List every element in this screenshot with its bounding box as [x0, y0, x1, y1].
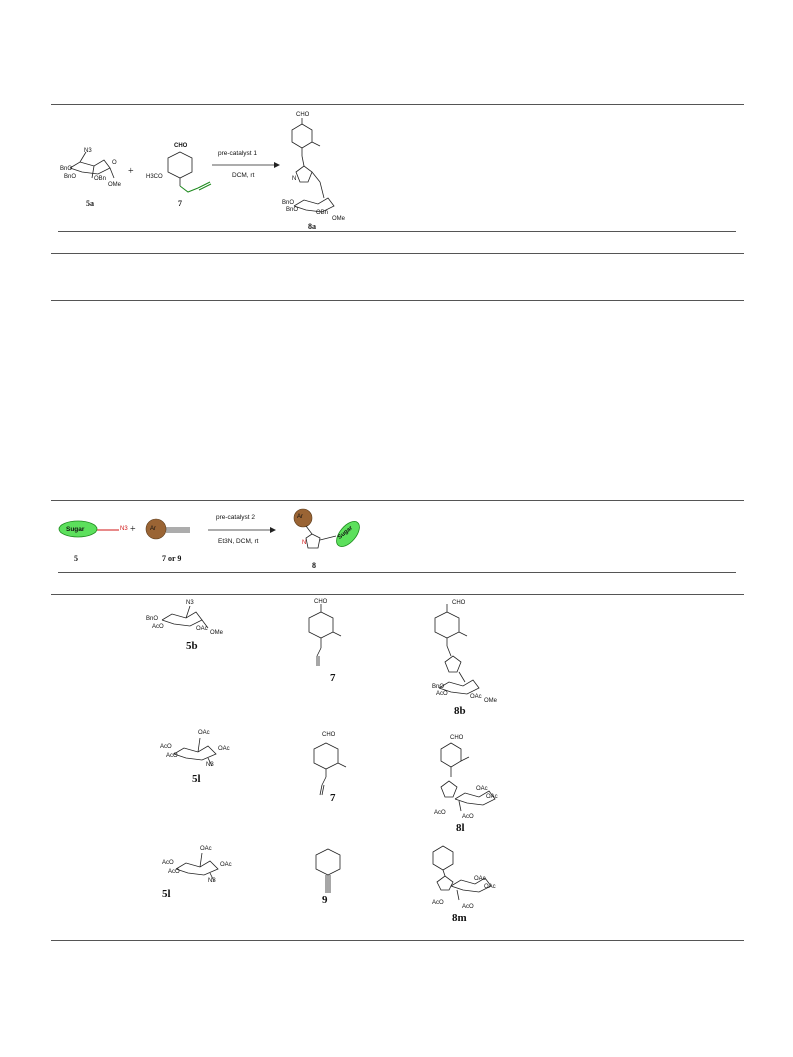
- compound-7-structure: [160, 148, 220, 198]
- azide-bond: [97, 528, 121, 532]
- label-bno-2: BnO: [64, 174, 77, 180]
- azide-label-aco: AcO: [152, 624, 164, 630]
- compound-5a-label: 5a: [86, 199, 94, 208]
- product-8l-structure: [425, 735, 515, 820]
- azide-label-ome: OMe: [210, 630, 224, 636]
- product-label-oac-l1: OAc: [476, 786, 488, 792]
- label-obn: OBn: [94, 176, 107, 182]
- label-p-ome: OMe: [332, 216, 346, 222]
- product-label-oac: OAc: [470, 694, 482, 700]
- alkyne-7-label-b: 7: [330, 792, 336, 804]
- alkyne-label-cho-b: CHO: [322, 732, 336, 738]
- rule-top: [51, 104, 744, 105]
- azide-label-n3-2: N3: [206, 762, 214, 768]
- alkyne-7-structure-b: [310, 733, 360, 798]
- azide-n3: N3: [120, 526, 128, 532]
- alkyne-9-label: 9: [322, 894, 328, 906]
- alkyne-7-label-a: 7: [330, 672, 336, 684]
- azide-label-oac: OAc: [196, 626, 208, 632]
- rule-table-head: [51, 594, 744, 595]
- label-p-obn: OBn: [316, 210, 329, 216]
- product-8l-label: 8l: [456, 822, 465, 834]
- product-sugar-label: Sugar: [337, 525, 354, 541]
- alkyne-7-structure-a: [305, 600, 355, 675]
- sugar-label: Sugar: [66, 526, 85, 533]
- azide-label-oac-top-b: OAc: [200, 846, 212, 852]
- product-label-aco-l2: AcO: [462, 814, 474, 820]
- label-bno-1: BnO: [60, 166, 73, 172]
- product-8b-label: 8b: [454, 705, 466, 717]
- label-p-bno-1: BnO: [282, 200, 295, 206]
- azide-label-n3-b: N3: [208, 878, 216, 884]
- label-p-bno-2: BnO: [286, 207, 299, 213]
- rule-table-bottom: [51, 940, 744, 941]
- azide-label-oac-right: OAc: [218, 746, 230, 752]
- product-label-cho: CHO: [452, 600, 466, 606]
- product-label-ome: OMe: [484, 698, 498, 704]
- product-label-aco-m1: AcO: [432, 900, 444, 906]
- label-8: 8: [312, 561, 316, 570]
- reaction-arrow-2: [208, 525, 278, 535]
- label-o: O: [112, 160, 117, 166]
- azide-label-aco-b1: AcO: [162, 860, 174, 866]
- product-label-cho-l: CHO: [450, 735, 464, 741]
- azide-label-bno: BnO: [146, 616, 159, 622]
- compound-7-label: 7: [178, 199, 182, 208]
- product-ar-label: Ar: [297, 514, 303, 520]
- azide-5l-label-b: 5l: [162, 888, 171, 900]
- alkyne-label-cho: CHO: [314, 599, 328, 605]
- rule-b: [51, 300, 744, 301]
- plus-sign-2: +: [130, 524, 136, 535]
- product-label-aco-l1: AcO: [434, 810, 446, 816]
- alkyne-bond: [166, 526, 192, 534]
- azide-label-aco-2: AcO: [166, 753, 178, 759]
- azide-5l-label-a: 5l: [192, 773, 201, 785]
- product-label-oac-l2: OAc: [486, 794, 498, 800]
- label-5: 5: [74, 554, 78, 563]
- rule-a: [51, 253, 744, 254]
- azide-label-n3: N3: [186, 600, 194, 606]
- ar-label: Ar: [150, 526, 156, 532]
- product-label-bno: BnO: [432, 684, 445, 690]
- label-7-or-9: 7 or 9: [162, 554, 182, 563]
- rule-c: [51, 500, 744, 501]
- azide-label-aco-b2: AcO: [168, 869, 180, 875]
- reagent-1: pre-catalyst 1: [218, 150, 258, 157]
- label-h3co: H3CO: [146, 174, 163, 180]
- rule-scheme1-bottom: [58, 231, 736, 232]
- label-cho: CHO: [174, 143, 188, 149]
- plus-sign: +: [128, 166, 134, 177]
- label-ome: OMe: [108, 182, 122, 188]
- reagent-2: pre-catalyst 2: [216, 514, 256, 521]
- azide-label-oac-top: OAc: [198, 730, 210, 736]
- conditions-2: Et3N, DCM, rt: [218, 538, 259, 545]
- label-p-n: N: [292, 176, 297, 182]
- product-label-aco: AcO: [436, 691, 448, 697]
- product-label-oac-m1: OAc: [474, 876, 486, 882]
- label-p-cho: CHO: [296, 112, 310, 118]
- azide-label-aco-1: AcO: [160, 744, 172, 750]
- rule-scheme2-bottom: [58, 572, 736, 573]
- product-8-structure: [290, 506, 380, 556]
- product-label-aco-m2: AcO: [462, 904, 474, 910]
- product-n-label: N: [302, 540, 307, 546]
- compound-8a-label: 8a: [308, 222, 316, 231]
- product-8m-label: 8m: [452, 912, 467, 924]
- reaction-arrow-1: [212, 160, 280, 170]
- label-n3: N3: [84, 148, 92, 154]
- product-label-oac-m2: OAc: [484, 884, 496, 890]
- conditions-1: DCM, rt: [232, 172, 255, 179]
- alkyne-9-structure: [312, 845, 352, 900]
- azide-5b-label: 5b: [186, 640, 198, 652]
- azide-label-oac-right-b: OAc: [220, 862, 232, 868]
